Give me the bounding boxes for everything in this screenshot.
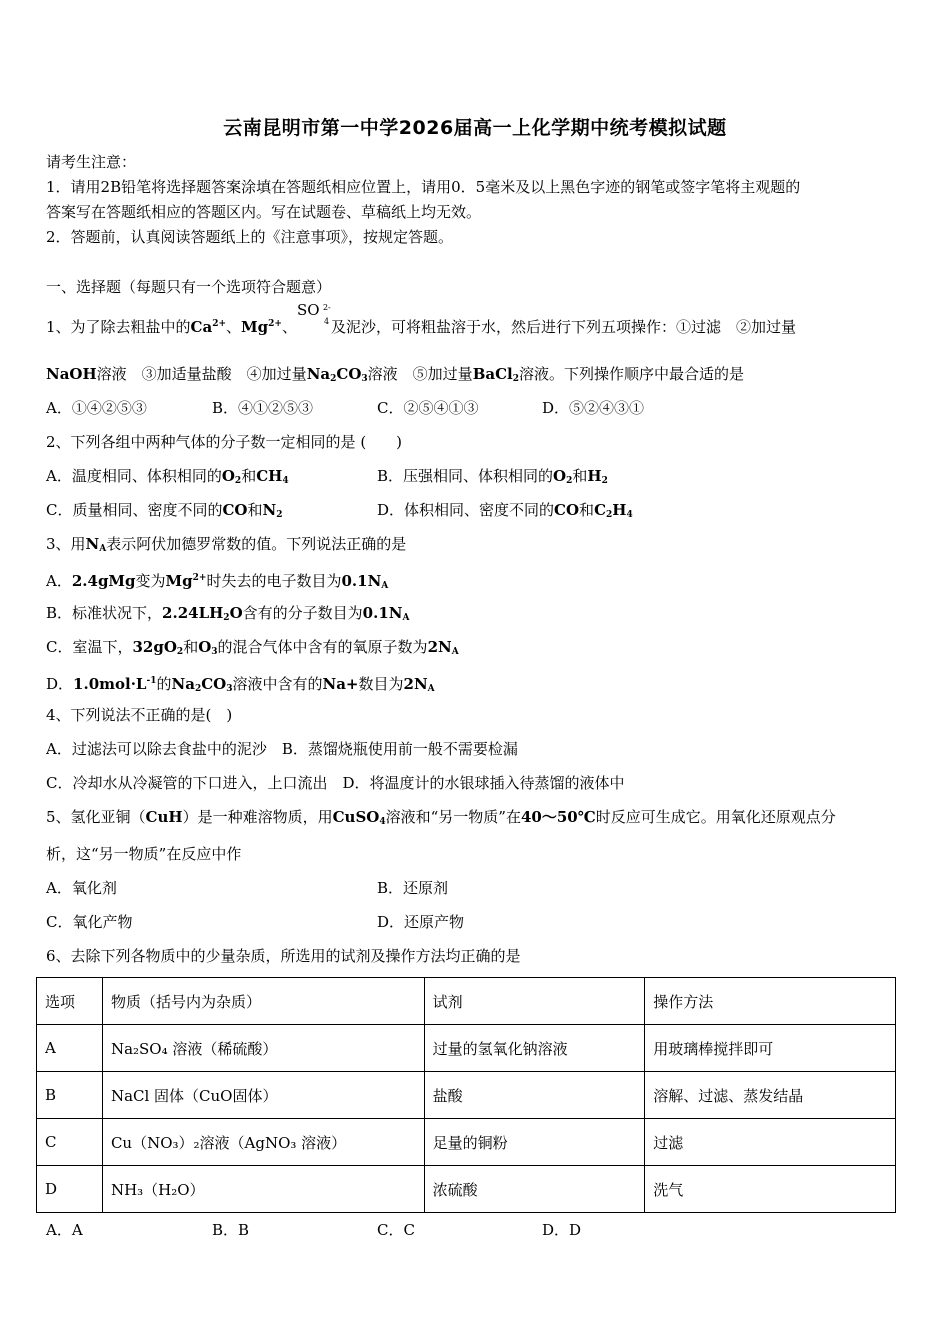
question-3-option-c[interactable]: C．室温下，$32gO_2$和$O_3$的混合气体中含有的氧原子数为$2N_A$ bbox=[46, 638, 459, 657]
question-3-stem: 3、用$N_A$表示阿伏加德罗常数的值。下列说法正确的是 bbox=[46, 535, 407, 554]
notice-item-1-line-1: 1．请用2B铅笔将选择题答案涂填在答题纸相应位置上，请用0．5毫米及以上黑色字迹的钢笔或签字笔将主观题的 bbox=[46, 178, 801, 196]
question-1-option-b[interactable]: B．④①②⑤③ bbox=[212, 399, 314, 417]
question-6-option-c[interactable]: C．C bbox=[377, 1221, 415, 1239]
question-3-option-b[interactable]: B．标准状况下，$2.24LH_2O$含有的分子数目为$0.1N_A$ bbox=[46, 604, 410, 623]
question-6-option-a[interactable]: A．A bbox=[46, 1221, 83, 1239]
table-cell: C bbox=[37, 1119, 103, 1166]
table-cell: D bbox=[37, 1166, 103, 1213]
question-2-option-d[interactable]: D．体积相同、密度不同的CO和$C_2H_4$ bbox=[377, 501, 633, 520]
question-2-option-b[interactable]: B．压强相同、体积相同的$O_2$和$H_2$ bbox=[377, 467, 608, 486]
table-header-cell: 物质（括号内为杂质） bbox=[102, 978, 424, 1025]
notice-item-1-line-2: 答案写在答题纸相应的答题区内。写在试题卷、草稿纸上均无效。 bbox=[46, 203, 482, 221]
question-2-option-a[interactable]: A．温度相同、体积相同的$O_2$和$CH_4$ bbox=[46, 467, 289, 486]
question-2-stem: 2、下列各组中两种气体的分子数一定相同的是 ( ) bbox=[46, 433, 403, 451]
question-1-option-c[interactable]: C．②⑤④①③ bbox=[377, 399, 479, 417]
table-cell: Na₂SO₄ 溶液（稀硫酸） bbox=[102, 1025, 424, 1072]
table-header-cell: 选项 bbox=[37, 978, 103, 1025]
table-row bbox=[37, 1119, 896, 1166]
question-6-option-d[interactable]: D．D bbox=[542, 1221, 582, 1239]
question-6-option-b[interactable]: B．B bbox=[212, 1221, 250, 1239]
question-5-stem: 5、氢化亚铜（CuH）是一种难溶物质，用CuSO$_4$溶液和“另一物质”在40～50℃时反应可生成它。用氧化还原观点分 bbox=[46, 808, 836, 827]
question-5-option-d[interactable]: D．还原产物 bbox=[377, 913, 465, 931]
question-6-table bbox=[36, 977, 896, 1213]
question-1-option-a[interactable]: A．①④②⑤③ bbox=[46, 399, 147, 417]
question-1-stem: 1、为了除去粗盐中的$Ca^{2+}$、$Mg^{2+}$、 SO 2- 4 及泥沙，可将粗盐溶于水，然后进行下列五项操作：①过滤 ②加过量 bbox=[46, 301, 796, 336]
question-5-option-b[interactable]: B．还原剂 bbox=[377, 879, 449, 897]
table-cell: 浓硫酸 bbox=[424, 1166, 645, 1213]
section-heading: 一、选择题（每题只有一个选项符合题意） bbox=[46, 278, 332, 296]
table-row bbox=[37, 1025, 896, 1072]
table-cell: NH₃（H₂O） bbox=[102, 1166, 424, 1213]
page-title: 云南昆明市第一中学2026届高一上化学期中统考模拟试题 bbox=[223, 117, 727, 139]
notice-item-2: 2．答题前，认真阅读答题纸上的《注意事项》，按规定答题。 bbox=[46, 228, 454, 246]
question-5-option-c[interactable]: C．氧化产物 bbox=[46, 913, 133, 931]
table-header-cell: 试剂 bbox=[424, 978, 645, 1025]
table-cell: 洗气 bbox=[645, 1166, 896, 1213]
sulfate-ion-formula: SO 2- 4 bbox=[296, 301, 331, 326]
question-3-option-d[interactable]: D．$1.0mol\cdot L^{-1}$的$Na_2CO_3$溶液中含有的Na+数目为$2N_A$ bbox=[46, 675, 435, 694]
question-4-options-line-1[interactable]: A．过滤法可以除去食盐中的泥沙 B．蒸馏烧瓶使用前一般不需要检漏 bbox=[46, 740, 518, 758]
question-4-options-line-2[interactable]: C．冷却水从冷凝管的下口进入，上口流出 D．将温度计的水银球插入待蒸馏的液体中 bbox=[46, 774, 625, 792]
question-2-option-c[interactable]: C．质量相同、密度不同的CO和$N_2$ bbox=[46, 501, 283, 520]
question-6-stem: 6、去除下列各物质中的少量杂质，所选用的试剂及操作方法均正确的是 bbox=[46, 947, 521, 965]
notice-heading: 请考生注意： bbox=[46, 153, 137, 171]
table-header-cell: 操作方法 bbox=[645, 978, 896, 1025]
question-1-stem-line-2: NaOH溶液 ③加适量盐酸 ④加过量$Na_2CO_3$溶液 ⑤加过量BaCl$_2$溶液。下列操作顺序中最合适的是 bbox=[46, 365, 745, 384]
table-cell: NaCl 固体（CuO固体） bbox=[102, 1072, 424, 1119]
table-cell: B bbox=[37, 1072, 103, 1119]
question-1-option-d[interactable]: D．⑤②④③① bbox=[542, 399, 645, 417]
table-cell: 盐酸 bbox=[424, 1072, 645, 1119]
table-header-row bbox=[37, 978, 896, 1025]
table-cell: Cu（NO₃）₂溶液（AgNO₃ 溶液） bbox=[102, 1119, 424, 1166]
table-cell: A bbox=[37, 1025, 103, 1072]
table-cell: 用玻璃棒搅拌即可 bbox=[645, 1025, 896, 1072]
question-5-option-a[interactable]: A．氧化剂 bbox=[46, 879, 117, 897]
question-3-option-a[interactable]: A．2.4gMg变为$Mg^{2+}$时失去的电子数目为$0.1N_A$ bbox=[46, 572, 389, 591]
question-4-stem: 4、下列说法不正确的是( ) bbox=[46, 706, 233, 724]
table-row bbox=[37, 1166, 896, 1213]
table-cell: 足量的铜粉 bbox=[424, 1119, 645, 1166]
table-row bbox=[37, 1072, 896, 1119]
table-cell: 溶解、过滤、蒸发结晶 bbox=[645, 1072, 896, 1119]
table-cell: 过滤 bbox=[645, 1119, 896, 1166]
question-5-stem-line-2: 析，这“另一物质”在反应中作 bbox=[46, 845, 242, 863]
table-cell: 过量的氢氧化钠溶液 bbox=[424, 1025, 645, 1072]
